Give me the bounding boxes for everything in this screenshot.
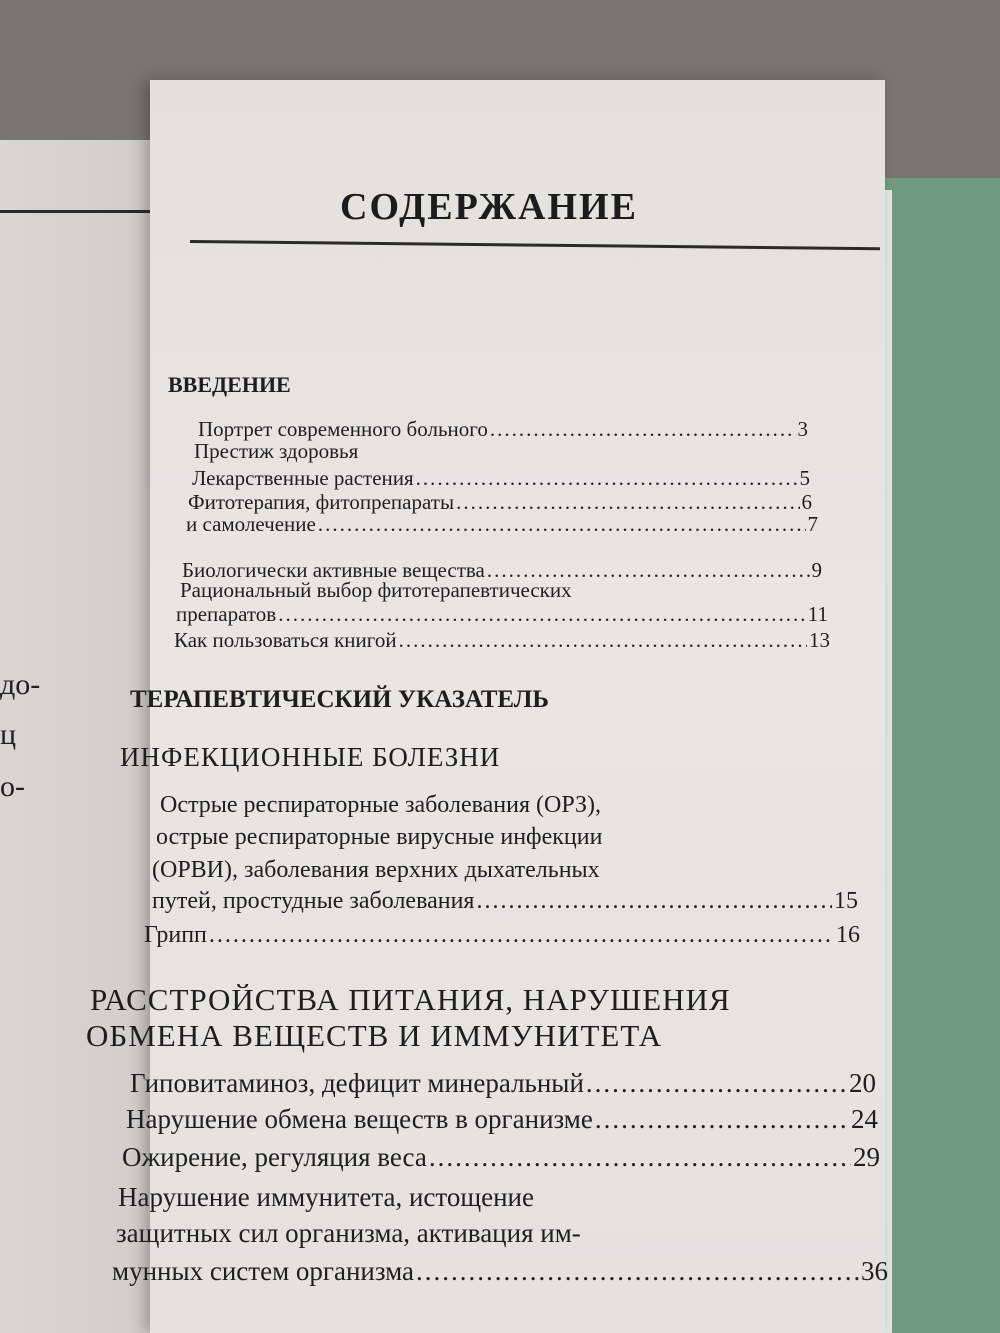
toc-leader: [429, 1142, 851, 1173]
toc-entry: [126, 1104, 878, 1135]
section-heading-nutrition: РАССТРОЙСТВА ПИТАНИЯ, НАРУШЕНИЯ: [90, 982, 731, 1017]
toc-entry: [186, 512, 818, 537]
toc-entry-title: Ожирение, регуляция веса: [122, 1142, 427, 1172]
toc-leader: [318, 512, 806, 537]
toc-leader: [278, 602, 806, 627]
toc-entry-title: Биологически активные вещества: [182, 558, 485, 582]
toc-entry-title: Гиповитаминоз, дефицит минеральный: [130, 1068, 584, 1098]
toc-entry-page: 6: [801, 490, 812, 514]
toc-entry-title: Нарушение иммунитета, истощение: [118, 1182, 534, 1212]
section-heading-therapy: ТЕРАПЕВТИЧЕСКИЙ УКАЗАТЕЛЬ: [130, 686, 549, 713]
toc-entry-title: Фитотерапия, фитопрепараты: [188, 490, 455, 514]
toc-entry: [122, 1142, 880, 1173]
toc-entry-title: и самолечение: [186, 512, 316, 536]
page-title: СОДЕРЖАНИЕ: [340, 186, 638, 228]
toc-entry-title: мунных систем организма: [112, 1256, 415, 1286]
toc-entry: [174, 628, 830, 653]
left-page-fragment: до-: [0, 668, 41, 701]
toc-entry-title: Престиж здоровья: [194, 439, 359, 463]
toc-entry: [130, 1068, 876, 1099]
toc-entry-page: 20: [849, 1068, 876, 1098]
toc-entry-title: Рациональный выбор фитотерапевтических: [180, 578, 572, 602]
toc-entry-title: (ОРВИ), заболевания верхних дыхательных: [152, 857, 600, 883]
toc-entry: [144, 922, 860, 949]
toc-entry: [176, 602, 828, 627]
toc-leader: [476, 888, 832, 915]
toc-leader: [490, 417, 796, 442]
toc-entry: [192, 466, 810, 491]
toc-leader: [586, 1068, 847, 1099]
toc-entry-page: 29: [853, 1142, 880, 1172]
toc-entry-title: Портрет современного больного: [198, 417, 488, 441]
toc-entry-title: Как пользоваться книгой: [174, 628, 397, 652]
toc-entry-page: 11: [807, 602, 828, 626]
toc-entry-page: 5: [799, 466, 810, 490]
toc-entry: [112, 1256, 888, 1287]
toc-entry-title: защитных сил организма, активация им-: [116, 1218, 581, 1248]
toc-entry-page: 24: [851, 1104, 878, 1134]
toc-entry-title: Острые респираторные заболевания (ОРЗ),: [160, 792, 601, 818]
toc-entry-page: 16: [836, 922, 860, 948]
toc-leader: [595, 1104, 849, 1135]
toc-leader: [416, 466, 798, 491]
toc-entry-page: 9: [811, 558, 822, 582]
toc-entry-page: 3: [797, 417, 808, 441]
toc-leader: [209, 922, 834, 949]
toc-entry-title: острые респираторные вирусные инфекции: [156, 824, 603, 850]
toc-entry-page: 36: [861, 1256, 888, 1286]
toc-entry-title: препаратов: [176, 602, 277, 626]
toc-entry-title: Нарушение обмена веществ в организме: [126, 1104, 593, 1134]
left-page-rule: [0, 210, 150, 213]
toc-entry-page: 13: [809, 628, 830, 652]
toc-entry-page: 15: [834, 888, 858, 914]
toc-leader: [399, 628, 807, 653]
toc-entry-title: путей, простудные заболевания: [152, 888, 475, 914]
left-page-fragment: ц: [0, 718, 17, 751]
toc-entry-title: Грипп: [144, 922, 207, 948]
section-heading-intro: ВВЕДЕНИЕ: [168, 372, 291, 397]
toc-entry: [152, 888, 858, 915]
section-heading-infectious: ИНФЕКЦИОННЫЕ БОЛЕЗНИ: [120, 742, 501, 772]
section-heading-nutrition-2: ОБМЕНА ВЕЩЕСТВ И ИММУНИТЕТА: [86, 1018, 663, 1053]
toc-entry-page: 7: [807, 512, 818, 536]
toc-leader: [416, 1256, 859, 1287]
toc-entry-title: Лекарственные растения: [192, 466, 414, 490]
left-page-fragment: о-: [0, 770, 25, 803]
